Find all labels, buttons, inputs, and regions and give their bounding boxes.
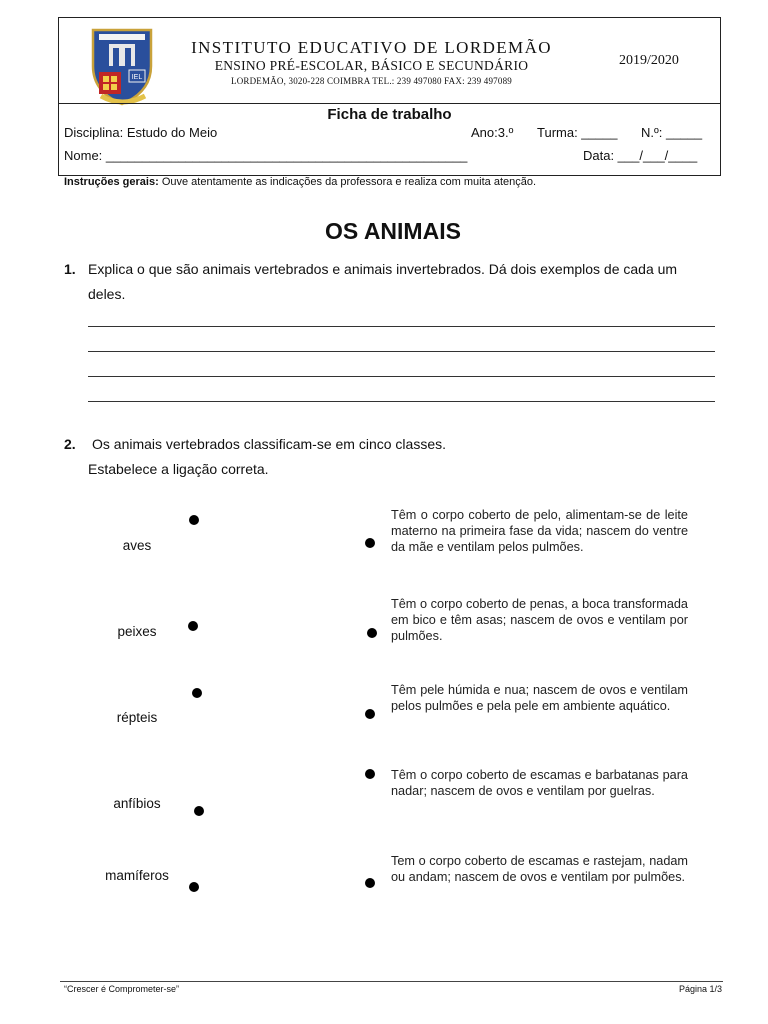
- left-connector-dot[interactable]: [194, 806, 204, 816]
- animal-label-repteis: répteis: [116, 710, 158, 725]
- footer-divider: [60, 981, 723, 982]
- question-2-line-2: Estabelece a ligação correta.: [88, 461, 269, 477]
- answer-line[interactable]: [88, 326, 715, 327]
- question-2-number: 2.: [64, 436, 76, 452]
- instructions-text: Ouve atentamente as indicações da professora e realiza com muita atenção.: [158, 176, 537, 188]
- animal-label-mamiferos: mamíferos: [105, 868, 169, 883]
- page-number: Página 1/3: [678, 984, 722, 994]
- left-connector-dot[interactable]: [188, 621, 198, 631]
- footer-motto: “Crescer é Comprometer-se”: [64, 984, 180, 994]
- left-connector-dot[interactable]: [192, 688, 202, 698]
- date-field[interactable]: Data: ___/___/____: [583, 148, 698, 163]
- school-name: INSTITUTO EDUCATIVO DE LORDEMÃO: [191, 38, 552, 57]
- description-mammals: Têm o corpo coberto de pelo, alimentam-se de leite materno na primeira fase da vida; nascem do ventre da mãe e ventilam pelos pulmões.: [391, 508, 688, 554]
- grade-field: Ano:3.º: [471, 125, 514, 140]
- left-connector-dot[interactable]: [189, 515, 199, 525]
- school-subtitle: ENSINO PRÉ-ESCOLAR, BÁSICO E SECUNDÁRIO: [214, 58, 529, 73]
- right-connector-dot[interactable]: [365, 878, 375, 888]
- question-1-number: 1.: [64, 261, 76, 277]
- instructions-label: Instruções gerais:: [64, 176, 159, 188]
- description-fish: Têm o corpo coberto de escamas e barbatanas para nadar; nascem de ovos e ventilam por guelras.: [391, 768, 688, 798]
- page-title: OS ANIMAIS: [325, 218, 461, 244]
- right-connector-dot[interactable]: [365, 709, 375, 719]
- animal-label-anfibios: anfíbios: [113, 796, 161, 811]
- school-address: LORDEMÃO, 3020-228 COIMBRA TEL.: 239 497080 FAX: 239 497089: [231, 76, 512, 86]
- number-field[interactable]: N.º: _____: [641, 125, 703, 140]
- left-connector-dot[interactable]: [189, 882, 199, 892]
- right-connector-dot[interactable]: [365, 769, 375, 779]
- question-2-line-1: Os animais vertebrados classificam-se em cinco classes.: [92, 436, 447, 452]
- description-birds: Têm o corpo coberto de penas, a boca transformada em bico e têm asas; nascem de ovos e ventilam por pulmões.: [391, 597, 688, 643]
- right-connector-dot[interactable]: [365, 538, 375, 548]
- description-amphibians: Têm pele húmida e nua; nascem de ovos e ventilam pelos pulmões e pela pele em ambiente aquático.: [391, 683, 688, 713]
- right-connector-dot[interactable]: [367, 628, 377, 638]
- description-reptiles: Tem o corpo coberto de escamas e rastejam, nadam ou andam; nascem de ovos e ventilam por pulmões.: [391, 854, 688, 884]
- worksheet-title: Ficha de trabalho: [327, 106, 452, 123]
- name-field[interactable]: Nome: __________________________________________________: [64, 148, 468, 163]
- header-divider: [59, 103, 720, 104]
- answer-line[interactable]: [88, 401, 715, 402]
- class-field[interactable]: Turma: _____: [537, 125, 618, 140]
- school-year: 2019/2020: [619, 53, 679, 68]
- answer-line[interactable]: [88, 351, 715, 352]
- answer-line[interactable]: [88, 376, 715, 377]
- question-1-text: Explica o que são animais vertebrados e animais invertebrados. Dá dois exemplos de cada um deles.: [88, 261, 678, 302]
- animal-label-aves: aves: [122, 538, 152, 553]
- animal-label-peixes: peixes: [117, 624, 157, 639]
- general-instructions: [64, 176, 536, 188]
- subject-field: Disciplina: Estudo do Meio: [64, 125, 218, 140]
- header-box: [58, 17, 721, 176]
- svg-text:IEL: IEL: [131, 74, 143, 81]
